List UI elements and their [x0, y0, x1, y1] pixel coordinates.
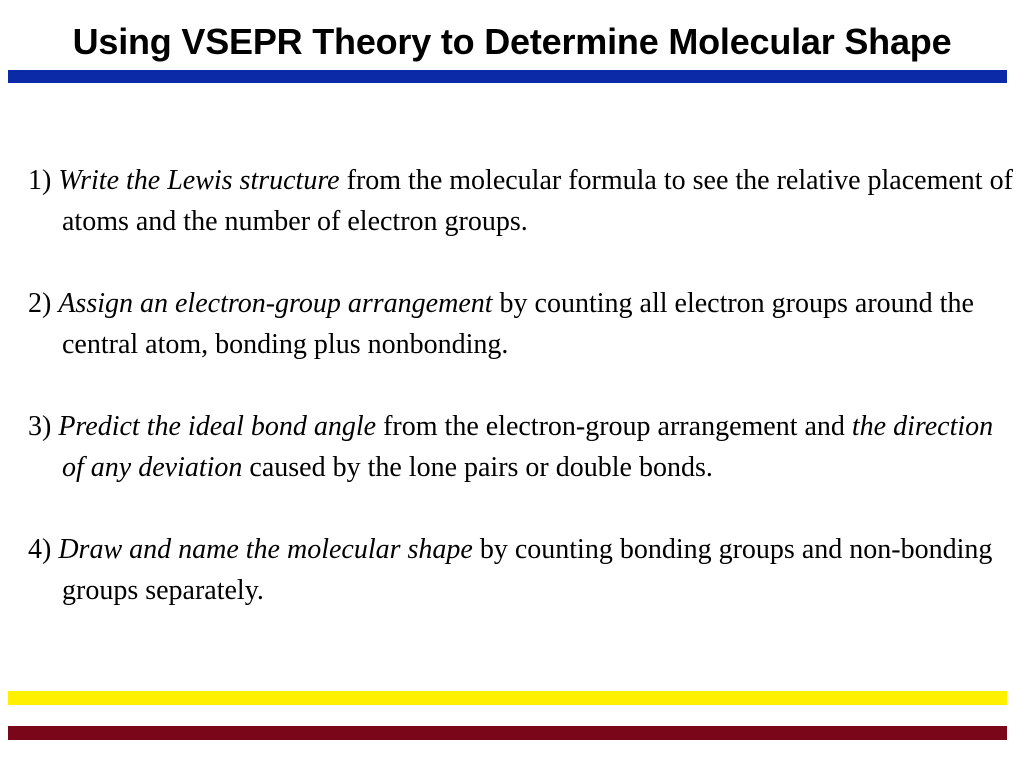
step-4	[28, 529, 1013, 611]
step-number: 3)	[28, 411, 52, 442]
slide-title: Using VSEPR Theory to Determine Molecular Shape	[72, 21, 952, 62]
step-text: by counting all electron groups around the central atom, bonding plus nonbonding.	[62, 288, 974, 360]
step-1	[28, 160, 1013, 242]
footer-red-bar	[8, 726, 1007, 740]
step-text-2: caused by the lone pairs or double bonds.	[249, 452, 713, 483]
footer-yellow-bar	[8, 691, 1007, 705]
step-number: 2)	[28, 288, 52, 319]
step-key-phrase: Write the Lewis structure	[58, 165, 340, 196]
step-key-phrase: Draw and name the molecular shape	[58, 534, 473, 565]
steps-list	[28, 160, 1013, 611]
step-text: from the molecular formula to see the relative placement of atoms and the number of electron groups.	[62, 165, 1013, 237]
step-number: 4)	[28, 534, 52, 565]
title-underline-bar	[8, 70, 1007, 83]
step-2	[28, 283, 1013, 365]
step-key-phrase-2: the direction of any deviation	[62, 411, 994, 483]
step-key-phrase: Assign an electron-group arrangement	[58, 288, 493, 319]
step-number: 1)	[28, 165, 52, 196]
step-3	[28, 406, 1013, 488]
step-text: by counting bonding groups and non-bonding groups separately.	[62, 534, 993, 606]
step-key-phrase: Predict the ideal bond angle	[58, 411, 377, 442]
step-text: from the electron-group arrangement and	[383, 411, 845, 442]
